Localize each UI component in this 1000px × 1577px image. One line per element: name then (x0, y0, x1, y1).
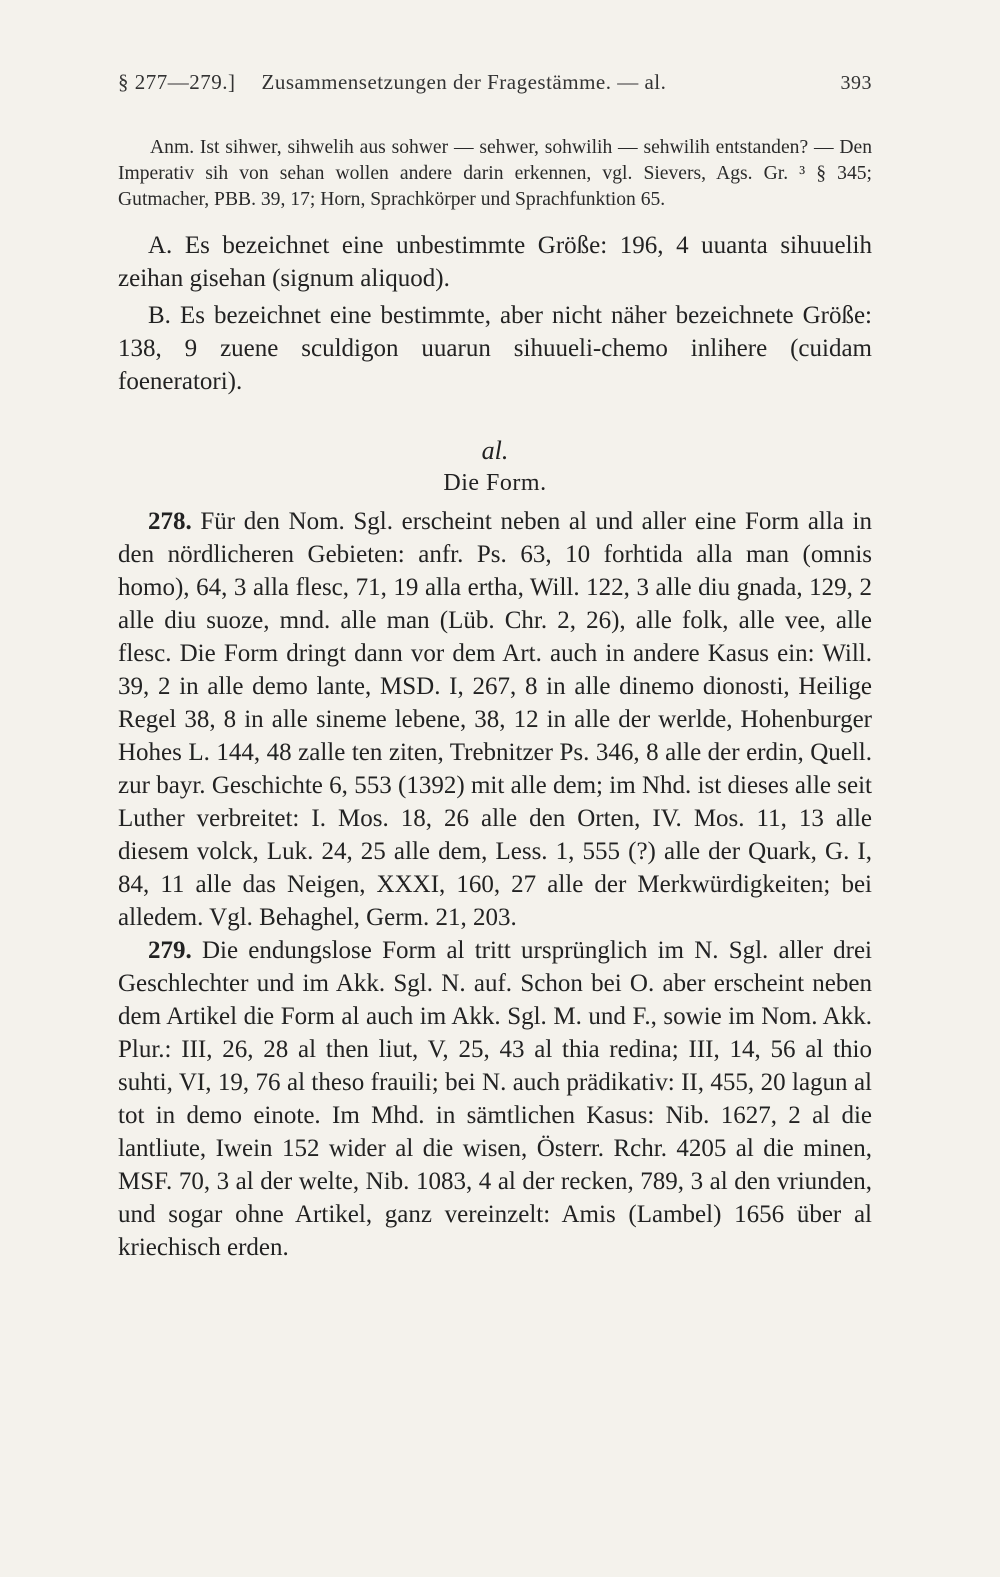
section-heading: al. (481, 436, 509, 465)
running-head-section: § 277—279.] (118, 70, 236, 94)
paragraph-a: A. Es bezeichnet eine unbestimmte Größe: 196, 4 uuanta sihuuelih zeihan gisehan (signum aliquod). (118, 232, 872, 292)
section-subheading: Die Form. (443, 470, 547, 496)
paragraph-278 (118, 505, 872, 934)
running-head-title: Zusammensetzungen der Fragestämme. — al. (261, 70, 667, 94)
paragraph-278-text: Für den Nom. Sgl. erscheint neben al und aller eine Form alla in den nördlicheren Gebieten: anfr. Ps. 63, 10 forhtida alla man (omnis homo), 64, 3 alla flesc, 71, 19 alla ertha, Will. 122, 3 alle diu gnada, 129, 2 alle diu suoze, mnd. alle man (Lüb. Chr. 2, 26), alle folk, alle vee, alle flesc. Die Form dringt dann vor dem Art. auch in andere Kasus ein: Will. 39, 2 in alle demo lante, MSD. I, 267, 8 in alle dinemo dionosti, Heilige Regel 38, 8 in alle sineme lebene, 38, 12 in alle der werlde, Hohenburger Hohes L. 144, 48 zalle ten ziten, Trebnitzer Ps. 346, 8 alle der erdin, Quell. zur bayr. Geschichte 6, 553 (1392) mit alle dem; im Nhd. ist dieses alle seit Luther verbreitet: I. Mos. 18, 26 alle den Orten, IV. Mos. 11, 13 alle diesem volck, Luk. 24, 25 alle dem, Less. 1, 555 (?) alle der Quark, G. I, 84, 11 alle das Neigen, XXXI, 160, 27 alle der Merkwürdigkeiten; bei alledem. Vgl. Behaghel, Germ. 21, 203. (118, 508, 873, 931)
paragraph-b: B. Es bezeichnet eine bestimmte, aber nicht näher bezeichnete Größe: 138, 9 zuene sculdigon uuarun sihuueli-chemo inlihere (cuidam foeneratori). (118, 302, 872, 395)
paragraph-279 (118, 934, 872, 1264)
annotation-note: Anm. Ist sihwer, sihwelih aus sohwer — sehwer, sohwilih — sehwilih entstanden? — Den Imperativ sih von sehan wollen andere darin erkennen, vgl. Sievers, Ags. Gr. ³ § 345; Gutmacher, PBB. 39, 17; Horn, Sprachkörper und Sprachfunktion 65. (118, 137, 872, 210)
running-head (118, 70, 872, 95)
paragraph-number-278: 278. (148, 508, 192, 535)
page-number: 393 (840, 72, 872, 94)
paragraph-279-text: Die endungslose Form al tritt ursprünglich im N. Sgl. aller drei Geschlechter und im Akk. Sgl. N. auf. Schon bei O. aber erscheint neben dem Artikel die Form al auch im Akk. Sgl. M. und F., sowie im Nom. Akk. Plur.: III, 26, 28 al then liut, V, 25, 43 al thia redina; III, 14, 56 al thio suhti, VI, 19, 76 al theso frauili; bei N. auch prädikativ: II, 455, 20 lagun al tot in demo einote. Im Mhd. in sämtlichen Kasus: Nib. 1627, 2 al die lantliute, Iwein 152 wider al die wisen, Österr. Rchr. 4205 al die minen, MSF. 70, 3 al der welte, Nib. 1083, 4 al der recken, 789, 3 al den vriunden, und sogar ohne Artikel, ganz vereinzelt: Amis (Lambel) 1656 über al kriechisch erden. (118, 937, 872, 1261)
paragraph-number-279: 279. (148, 937, 192, 964)
